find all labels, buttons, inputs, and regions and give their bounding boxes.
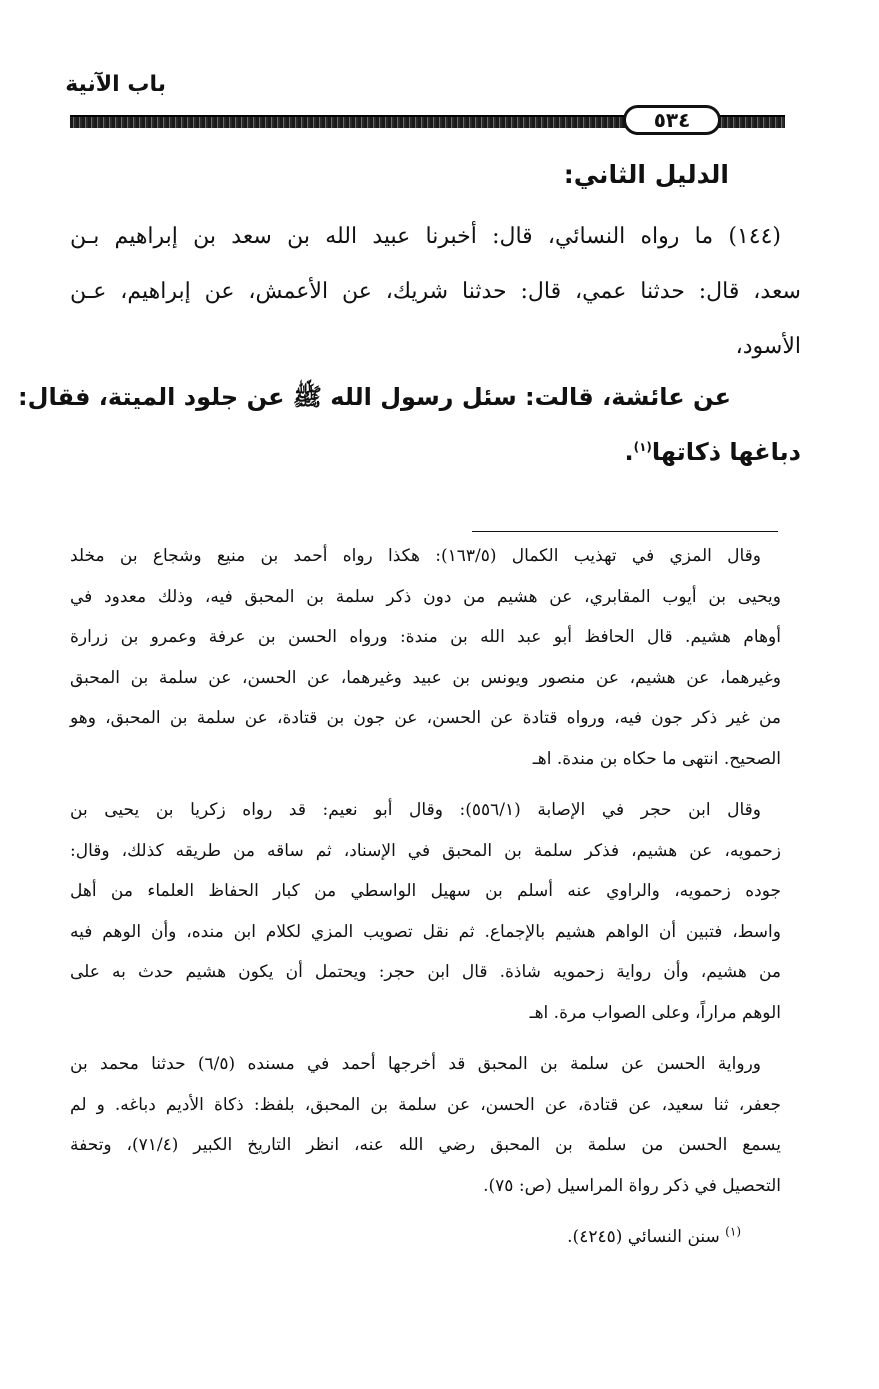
footnote-line: ويحيى بن أيوب المقابري، عن هشيم من دون ذكر سلمة بن المحبق فيه، وذلك معدود في [70,587,781,607]
footnote-line: الصحيح. انتهى ما حكاه بن مندة. اهـ [532,749,781,769]
footnote-line: من هشيم، وأن رواية زحمويه شاذة. قال ابن حجر: ويحتمل أن يكون هشيم حدث به على [70,962,781,982]
page-number: ٥٣٤ [623,105,721,135]
hadith-text: دباغها ذكاتها [651,438,801,466]
footnote-line: جعفر، ثنا سعيد، عن قتادة، عن الحسن، عن سلمة بن المحبق، بلفظ: ذكاة الأديم دباغه. و لم [70,1095,781,1115]
footnote-line: التحصيل في ذكر رواة المراسيل (ص: ٧٥). [483,1176,781,1196]
isnad-line: (١٤٤) ما رواه النسائي، قال: أخبرنا عبيد الله بن سعد بن إبراهيم بـن [70,224,781,249]
isnad-line: سعد، قال: حدثنا عمي، قال: حدثنا شريك، عن الأعمش، عن إبراهيم، عـن [70,279,801,304]
footnote-line: واسط، فتبين أن الواهم هشيم بالإجماع. ثم نقل تصويب المزي لكلام ابن منده، وأن الوهم فيه [70,922,781,942]
footnote-separator [472,531,778,532]
hadith-end-punctuation: . [624,438,634,466]
running-title: باب الآنية [65,72,166,97]
footnote-line: الوهم مراراً، وعلى الصواب مرة. اهـ [529,1003,781,1023]
footnote-number: (١) [725,1224,741,1239]
footnote-line: وغيرهما، عن هشيم، عن منصور ويونس بن عبيد وغيرهما، عن الحسن، عن سلمة بن المحبق [70,668,781,688]
isnad-line: الأسود، [735,334,801,359]
footnote-line: أوهام هشيم. قال الحافظ أبو عبد الله بن مندة: ورواه الحسن بن عرفة وعمرو بن زرارة [70,627,781,647]
footnote-line: جوده زحمويه، والراوي عنه أسلم بن سهيل الواسطي من كبار الحفاظ العلماء من أهل [70,881,781,901]
footnote-1 [70,1224,741,1250]
footnote-reference-mark: (١) [633,440,652,454]
footnote-line: زحمويه، عن هشيم، فذكر سلمة بن المحبق في الإسناد، ثم ساقه من طريقه كذلك، وقال: [70,841,781,861]
footnote-line: وقال ابن حجر في الإصابة (٥٥٦/١): وقال أبو نعيم: قد رواه زكريا بن يحيى بن [70,800,761,820]
footnote-line: يسمع الحسن من سلمة بن المحبق رضي الله عنه، انظر التاريخ الكبير (٧١/٤)، وتحفة [70,1135,781,1155]
footnote-line: ورواية الحسن عن سلمة بن المحبق قد أخرجها أحمد في مسنده (٦/٥) حدثنا محمد بن [70,1054,761,1074]
hadith-line: عن عائشة، قالت: سئل رسول الله ﷺ عن جلود الميتة، فقال: [18,383,731,411]
footnote-line: وقال المزي في تهذيب الكمال (١٦٣/٥): هكذا رواه أحمد بن منيع وشجاع بن مخلد [70,546,761,566]
footnote-line: من غير ذكر جون فيه، ورواه قتادة عن الحسن، عن جون بن قتادة، عن سلمة بن المحبق، وهو [70,708,781,728]
footnote-1-text: سنن النسائي (٤٢٤٥). [567,1227,720,1247]
section-heading: الدليل الثاني: [563,160,729,189]
hadith-line-end [70,435,801,469]
